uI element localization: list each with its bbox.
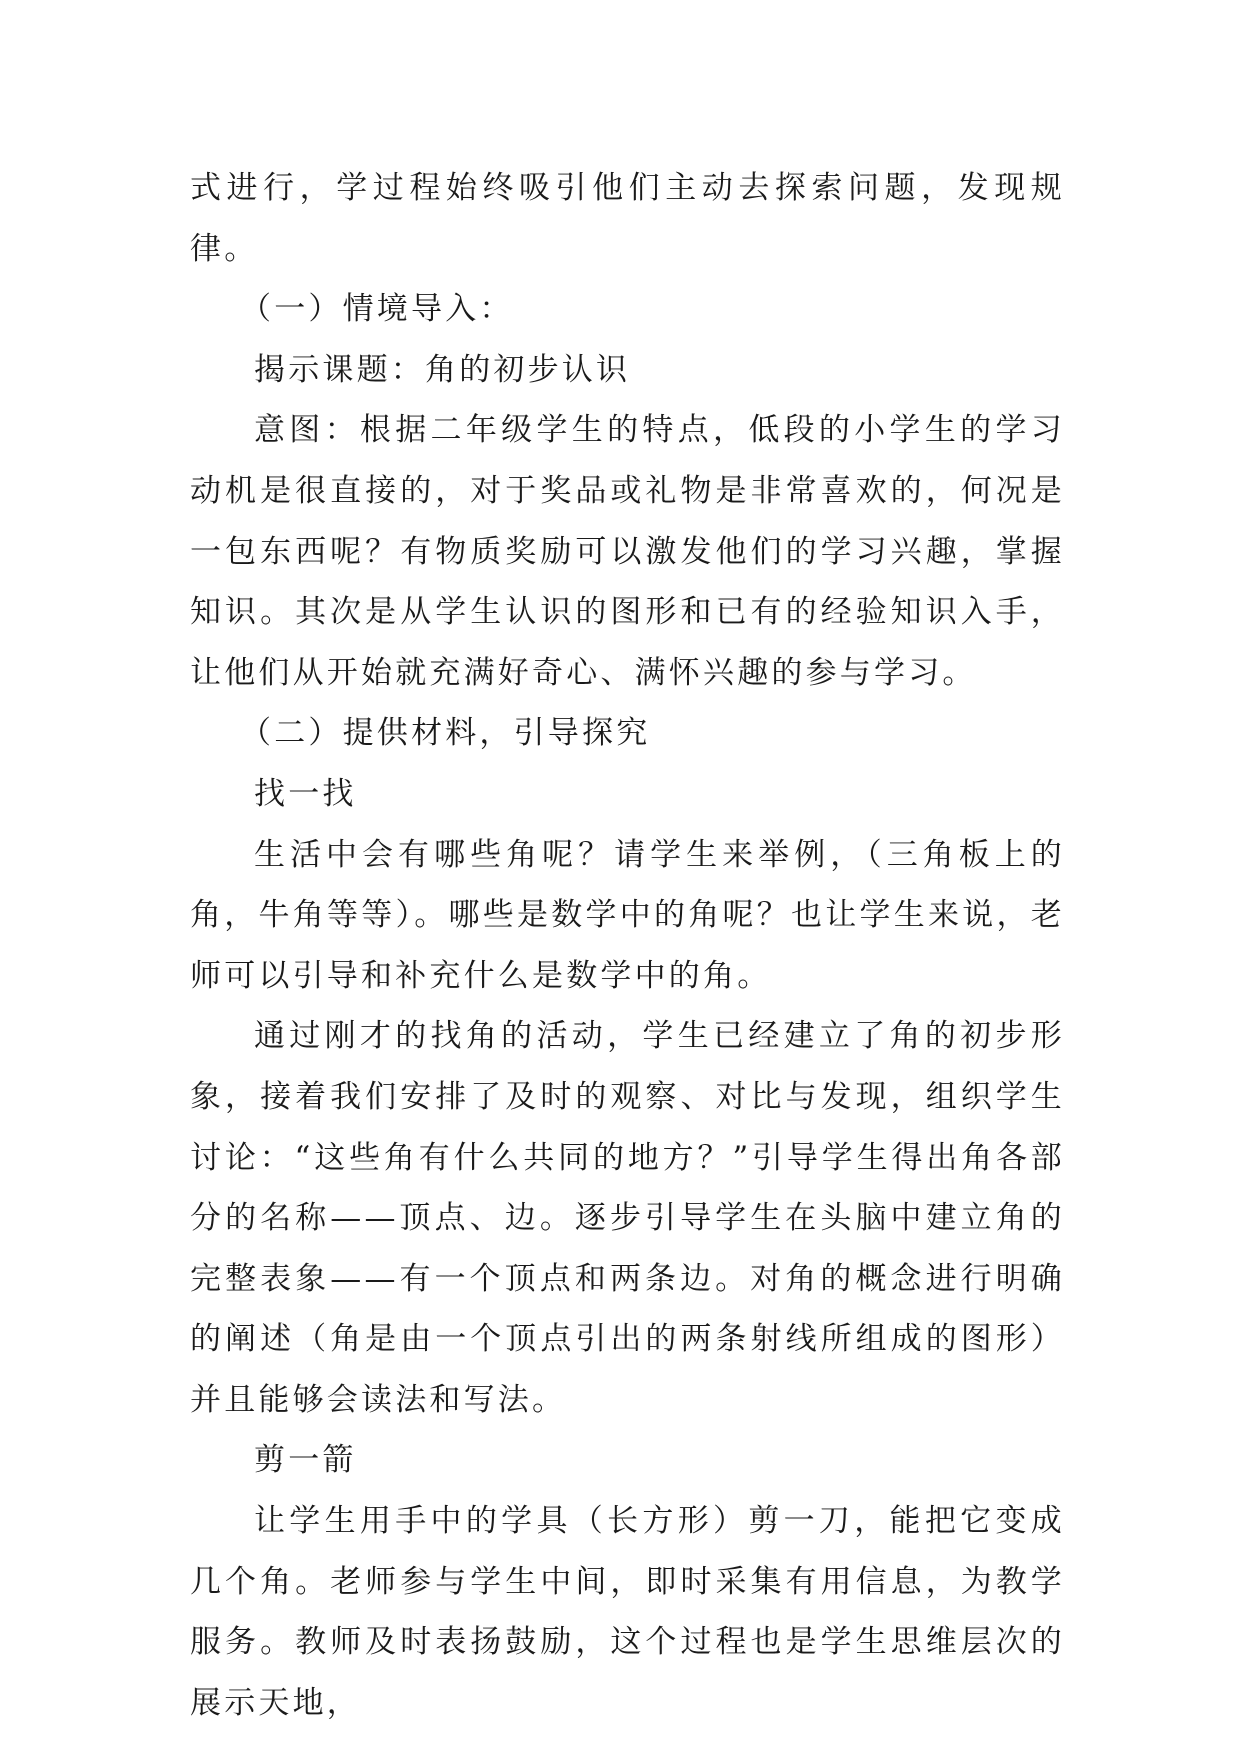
document-body — [190, 158, 1065, 1733]
paragraph-continued: 式进行，学过程始终吸引他们主动去探索问题，发现规律。 — [190, 170, 1065, 267]
subheading-find: 找一找 — [254, 775, 357, 812]
section-heading-situation-intro: （一）情境导入： — [240, 291, 514, 328]
paragraph-intention: 意图：根据二年级学生的特点，低段的小学生的学习动机是很直接的，对于奖品或礼物是非常喜欢的，何况是一包东西呢？有物质奖励可以激发他们的学习兴趣，掌握知识。其次是从学生认识的图形和已有的经验知识入手，让他们从开始就充满好奇心、满怀兴趣的参与学习。 — [190, 412, 1065, 691]
subheading-cut: 剪一箭 — [254, 1442, 357, 1479]
section-heading-materials: （二）提供材料，引导探究 — [240, 715, 651, 752]
paragraph-cut-activity: 让学生用手中的学具（长方形）剪一刀，能把它变成几个角。老师参与学生中间，即时采集有用信息，为教学服务。教师及时表扬鼓励，这个过程也是学生思维层次的展示天地， — [190, 1503, 1065, 1721]
paragraph-topic: 揭示课题：角的初步认识 — [254, 351, 631, 388]
paragraph-angle-concept: 通过刚才的找角的活动，学生已经建立了角的初步形象，接着我们安排了及时的观察、对比与发现，组织学生讨论：“这些角有什么共同的地方？”引导学生得出角各部分的名称——顶点、边。逐步引导学生在头脑中建立角的完整表象——有一个顶点和两条边。对角的概念进行明确的阐述（角是由一个顶点引出的两条射线所组成的图形）并且能够会读法和写法。 — [190, 1018, 1065, 1418]
paragraph-find-angles: 生活中会有哪些角呢？请学生来举例，（三角板上的角，牛角等等）。哪些是数学中的角呢？也让学生来说，老师可以引导和补充什么是数学中的角。 — [190, 836, 1065, 994]
